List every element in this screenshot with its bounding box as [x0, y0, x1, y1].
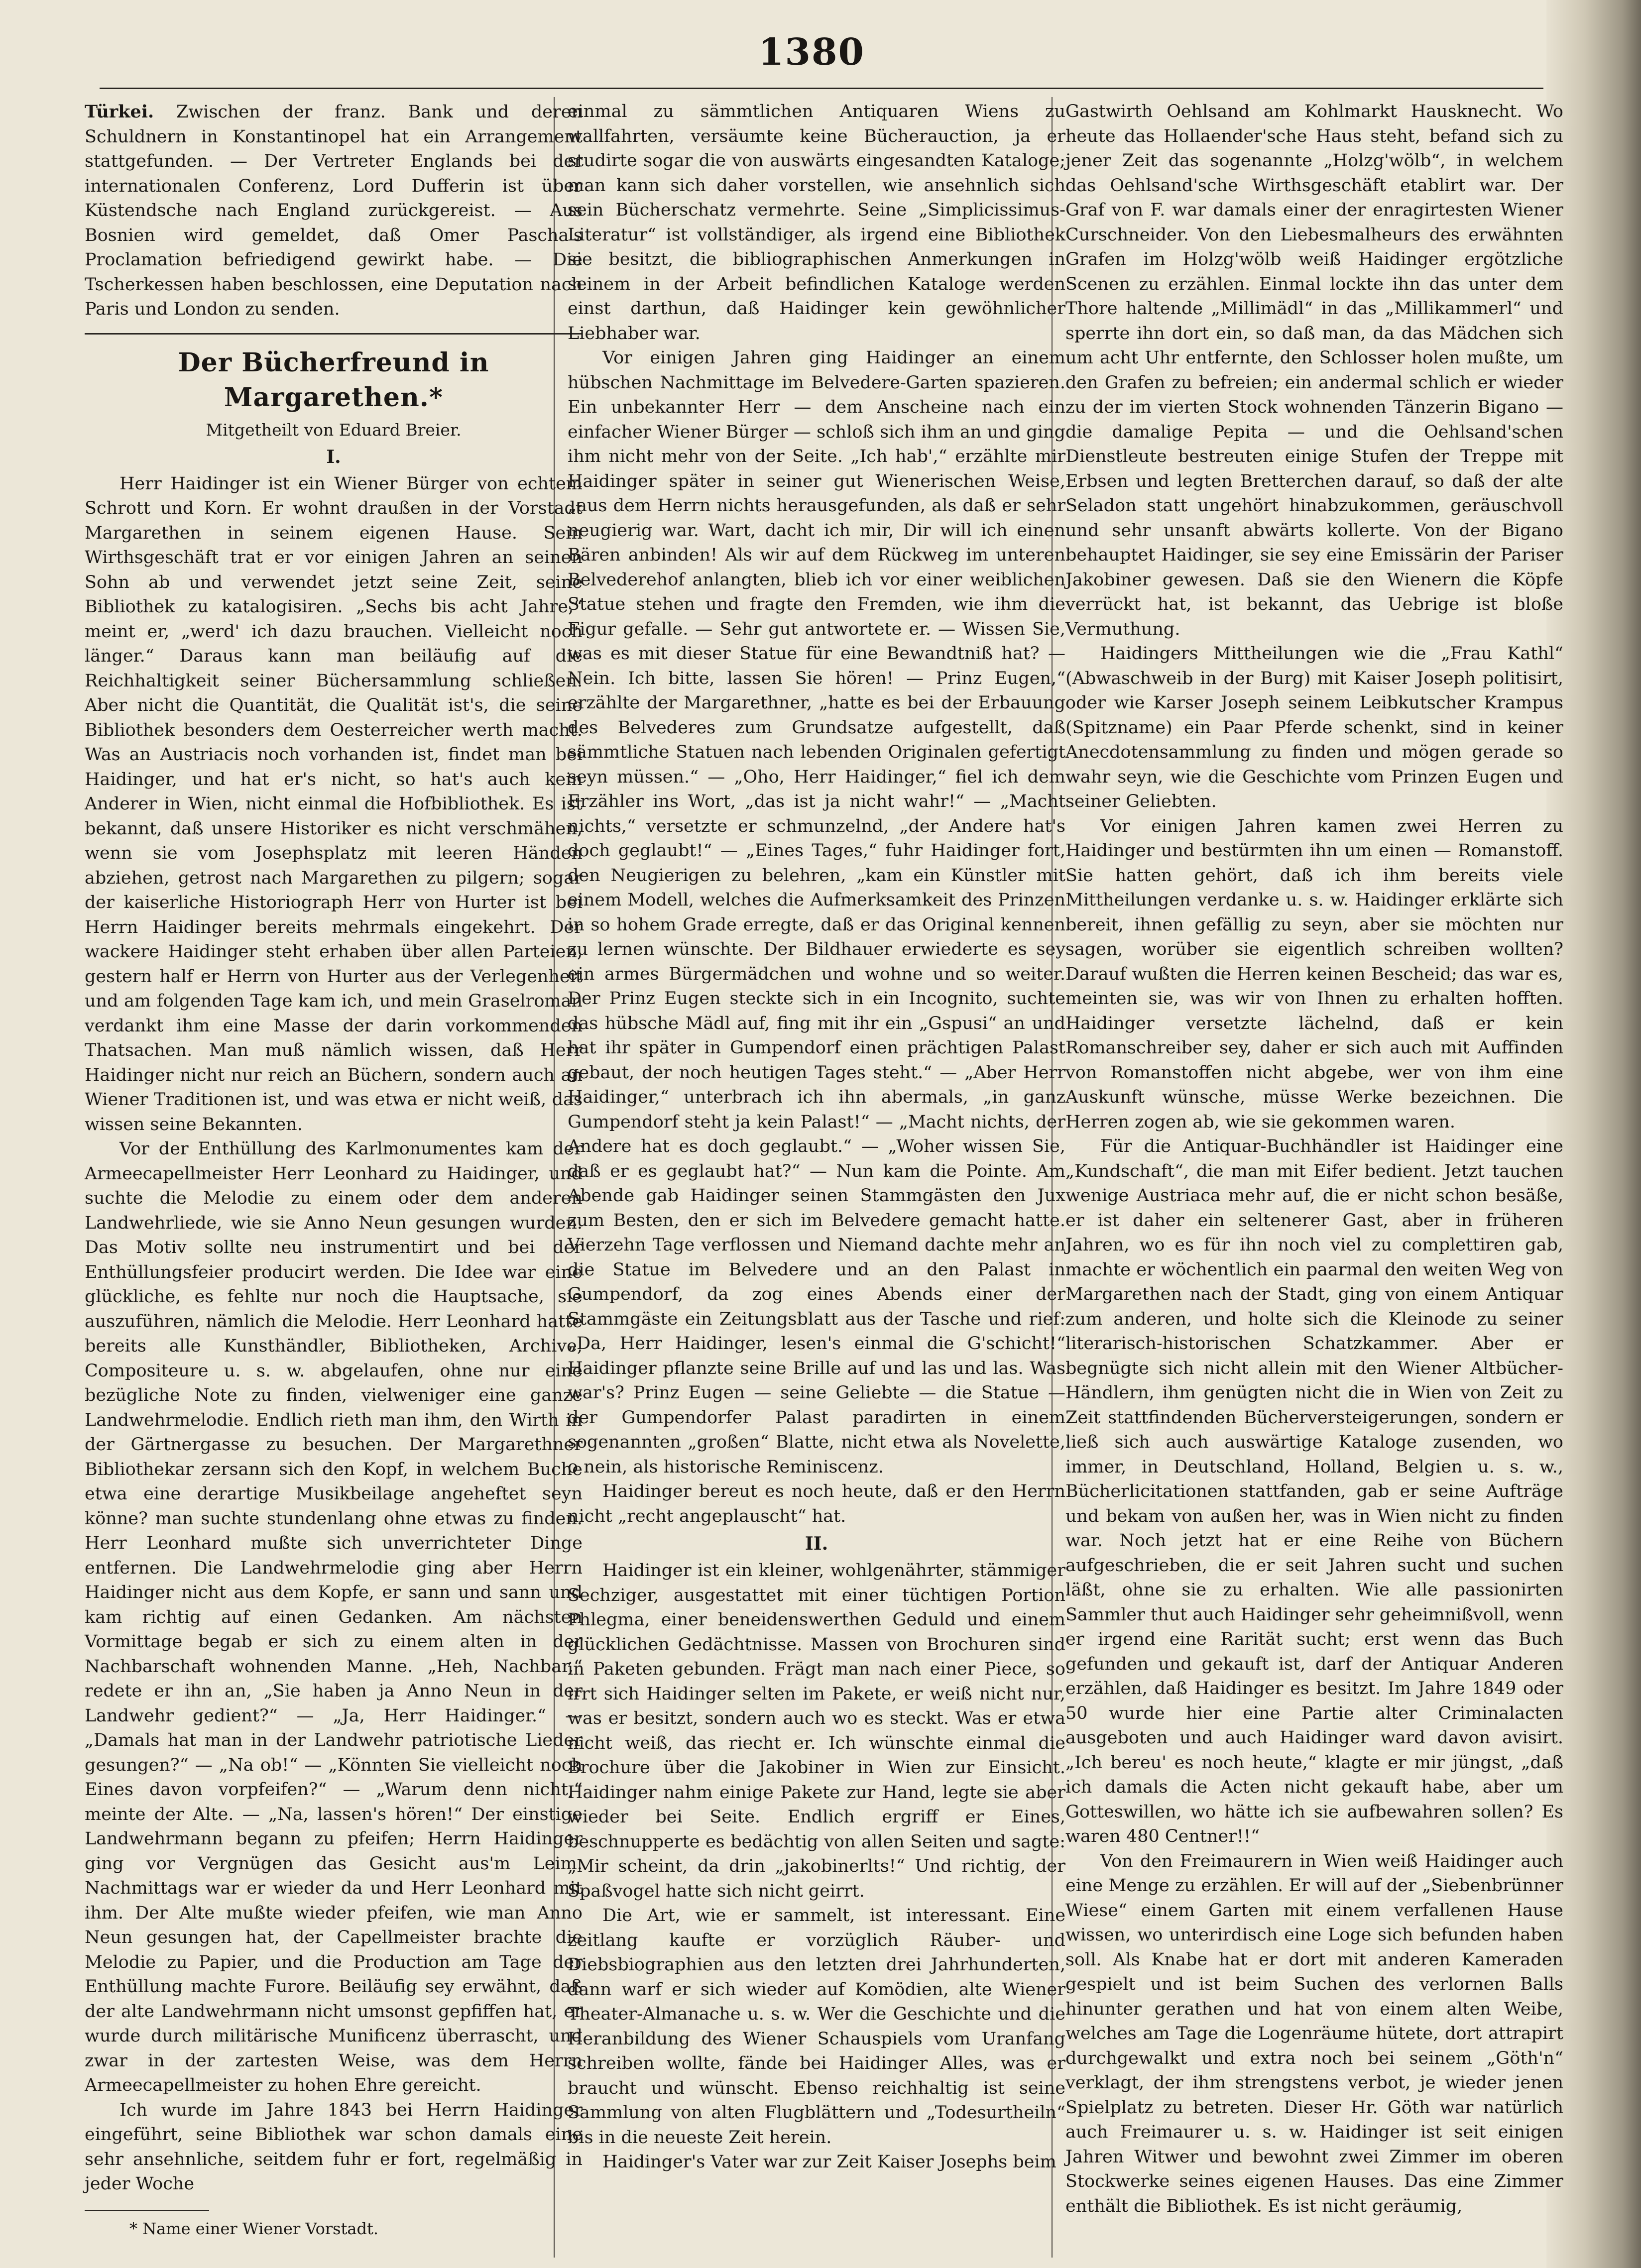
paragraph: Vor einigen Jahren kamen zwei Herren zu Haidinger und bestürmten ihn um einen — Romanstoff. Sie hatten gehört, daß ich ihm bereits viele Mittheilungen verdanke u. s. w. Haidinger erklärte sich bereit, ihnen gefällig zu seyn, aber sie möchten nur sagen, worüber sie eigentlich schreiben wollten? Darauf wußten die Herren keinen Bescheid; das war es, meinten sie, was wir von Ihnen zu erhalten hofften. Haidinger versetzte lächelnd, daß er kein Romanschreiber sey, daher er sich auch mit Auffinden von Romanstoffen nicht abgebe, wer von ihm eine Auskunft wünsche, müsse Werke bezeichnen. Die Herren zogen ab, wie sie gekommen waren.	[1065, 816, 1563, 1132]
column-3	[1065, 100, 1563, 2219]
news-text: Zwischen der franz. Bank und deren Schuldnern in Konstantinopel hat ein Arrangement stattgefunden. — Der Vertreter Englands bei der internationalen Conferenz, Lord Dufferin ist über Küstendsche nach England zurückgereist. — Aus Bosnien wird gemeldet, daß Omer Pascha's Proclamation befriedigend gewirkt habe. — Die Tscherkessen haben beschlossen, eine Deputation nach Paris und London zu senden.	[85, 102, 583, 319]
paragraph: Haidinger ist ein kleiner, wohlgenährter, stämmiger Sechziger, ausgestattet mit einer tüchtigen Portion Phlegma, einer beneidenswerthen Geduld und einem glücklichen Gedächtnisse. Massen von Brochuren sind in Paketen gebunden. Frägt man nach einer Piece, so irrt sich Haidinger selten im Pakete, er weiß nicht nur, was er besitzt, sondern auch wo es steckt. Was er etwa nicht weiß, das riecht er. Ich wünschte einmal die Brochure über die Jakobiner in Wien zur Einsicht. Haidinger nahm einige Pakete zur Hand, legte sie aber wieder bei Seite. Endlich ergriff er Eines, beschnupperte es bedächtig von allen Seiten und sagte: „Mir scheint, da drin „jakobinerlts!“ Und richtig, der Spaßvogel hatte sich nicht geirrt.	[568, 1561, 1065, 1901]
footnote: * Name einer Wiener Vorstadt.	[129, 2219, 379, 2238]
paragraph: einmal zu sämmtlichen Antiquaren Wiens zu wallfahrten, versäumte keine Bücherauction, ja er studirte sogar die von auswärts eingesandten Kataloge; man kann sich daher vorstellen, wie ansehnlich sich sein Bücherschatz vermehrte. Seine „Simplicissimus-Literatur“ ist vollständiger, als irgend eine Bibliothek sie besitzt, die bibliographischen Anmerkungen in seinem in der Arbeit befindlichen Kataloge werden einst darthun, daß Haidinger kein gewöhnlicher Liebhaber war.	[568, 102, 1065, 343]
paragraph: Ich wurde im Jahre 1843 bei Herrn Haidinger eingeführt, seine Bibliothek war schon damals eine sehr ansehnliche, seitdem fuhr er fort, regelmäßig in jeder Woche	[85, 2100, 583, 2194]
article-title: Der Bücherfreund in Margarethen.*	[178, 347, 489, 413]
news-lead: Türkei.	[85, 102, 154, 122]
footnote-rule	[85, 2210, 209, 2211]
paragraph: Gastwirth Oehlsand am Kohlmarkt Hausknecht. Wo heute das Hollaender'sche Haus steht, befand sich zu jener Zeit das sogenannte „Holzg'wölb“, in welchem das Oehlsand'sche Wirthsgeschäft etablirt war. Der Graf von F. war damals einer der enragirtesten Wiener Curschneider. Von den Liebesmalheurs des erwähnten Grafen im Holzg'wölb weiß Haidinger ergötzliche Scenen zu erzählen. Einmal lockte ihn das unter dem Thore haltende „Millimädl“ in das „Millikammerl“ und sperrte ihn dort ein, so daß man, da das Mädchen sich um acht Uhr entfernte, den Schlosser holen mußte, um den Grafen zu befreien; ein andermal schlich er wieder zu der im vierten Stock wohnenden Tänzerin Bigano — die damalige Pepita — und die Oehlsand'schen Dienstleute bestreuten einige Stufen der Treppe mit Erbsen und legten Bretterchen darauf, so daß der alte Seladon statt ungehört hinabzukommen, geräuschvoll und sehr unsanft abwärts kollerte. Von der Bigano behauptet Haidinger, sie sey eine Emissärin der Pariser Jakobiner gewesen. Daß sie den Wienern die Köpfe verrückt hat, ist bekannt, das Uebrige ist bloße Vermuthung.	[1065, 102, 1563, 639]
paragraph: Haidinger bereut es noch heute, daß er den Herrn nicht „recht angeplauscht“ hat.	[568, 1481, 1065, 1526]
paragraph: Die Art, wie er sammelt, ist interessant. Eine zeitlang kaufte er vorzüglich Räuber- und Diebsbiographien aus den letzten drei Jahrhunderten, dann warf er sich wieder auf Komödien, alte Wiener Theater-Almanache u. s. w. Wer die Geschichte und die Heranbildung des Wiener Schauspiels vom Uranfang schreiben wollte, fände bei Haidinger Alles, was er braucht und wünscht. Ebenso reichhaltig ist seine Sammlung von alten Flugblättern und „Todesurtheiln“ bis in die neueste Zeit herein.	[568, 1906, 1065, 2148]
paragraph: Herr Haidinger ist ein Wiener Bürger von echtem Schrott und Korn. Er wohnt draußen in der Vorstadt Margarethen in seinem eigenen Hause. Sein Wirthsgeschäft trat er vor einigen Jahren an seinen Sohn ab und verwendet jetzt seine Zeit, seine Bibliothek zu katalogisiren. „Sechs bis acht Jahre,“ meint er, „werd' ich dazu brauchen. Vielleicht noch länger.“ Daraus kann man beiläufig auf die Reichhaltigkeit seiner Büchersammlung schließen. Aber nicht die Quantität, die Qualität ist's, die seine Bibliothek besonders dem Oesterreicher werth macht. Was an Austriacis noch vorhanden ist, findet man bei Haidinger, und hat er's nicht, so hat's auch kein Anderer in Wien, nicht einmal die Hofbibliothek. Es ist bekannt, daß unsere Historiker es nicht verschmähen, wenn sie vom Josephsplatz mit leeren Händen abziehen, getrost nach Margarethen zu pilgern; sogar der kaiserliche Historiograph Herr von Hurter ist bei Herrn Haidinger bereits mehrmals eingekehrt. Der wackere Haidinger steht erhaben über allen Parteien, gestern half er Herrn von Hurter aus der Verlegenheit und am folgenden Tage kam ich, und mein Graselroman verdankt ihm eine Masse der darin vorkommenden Thatsachen. Man muß nämlich wissen, daß Herr Haidinger nicht nur reich an Büchern, sondern auch an Wiener Traditionen ist, und was etwa er nicht weiß, das wissen seine Bekannten.	[85, 473, 583, 1134]
paragraph: Haidinger's Vater war zur Zeit Kaiser Josephs beim	[602, 2152, 1056, 2172]
paragraph: Vor einigen Jahren ging Haidinger an einem hübschen Nachmittage im Belvedere-Garten spazieren. Ein unbekannter Herr — dem Anscheine nach ein einfacher Wiener Bürger — schloß sich ihm an und ging ihm nicht mehr von der Seite. „Ich hab',“ erzählte mir Haidinger später in seiner gut Wienerischen Weise, „aus dem Herrn nichts herausgefunden, als daß er sehr neugierig war. Wart, dacht ich mir, Dir will ich einen Bären anbinden! Als wir auf dem Rückweg im unteren Belvederehof anlangten, blieb ich vor einer weiblichen Statue stehen und fragte den Fremden, wie ihm die Figur gefalle. — Sehr gut antwortete er. — Wissen Sie, was es mit dieser Statue für eine Bewandtniß hat? — Nein. Ich bitte, lassen Sie hören! — Prinz Eugen,“ erzählte der Margarethner, „hatte es bei der Erbauung des Belvederes zum Grundsatze aufgestellt, daß sämmtliche Statuen nach lebenden Originalen gefertigt seyn müssen.“ — „Oho, Herr Haidinger,“ fiel ich dem Erzähler ins Wort, „das ist ja nicht wahr!“ — „Macht nichts,“ versetzte er schmunzelnd, „der Andere hat's doch geglaubt!“ — „Eines Tages,“ fuhr Haidinger fort, den Neugierigen zu belehren, „kam ein Künstler mit einem Modell, welches die Aufmerksamkeit des Prinzen in so hohem Grade erregte, daß er das Original kennen zu lernen wünschte. Der Bildhauer erwiederte es sey ein armes Bürgermädchen und wohne und so weiter. Der Prinz Eugen steckte sich in ein Incognito, suchte das hübsche Mädl auf, fing mit ihr ein „Gspusi“ an und hat ihr später in Gumpendorf einen prächtigen Palast gebaut, der noch heutigen Tages steht.“ — „Aber Herr Haidinger,“ unterbrach ich ihn abermals, „in ganz Gumpendorf steht ja kein Palast!“ — „Macht nichts, der Andere hat es doch geglaubt.“ — „Woher wissen Sie, daß er es geglaubt hat?“ — Nun kam die Pointe. Am Abende gab Haidinger seinen Stammgästen den Jux zum Besten, den er sich im Belvedere gemacht hatte. Vierzehn Tage verflossen und Niemand dachte mehr an die Statue im Belvedere und an den Palast in Gumpendorf, da zog eines Abends einer der Stammgäste ein Zeitungsblatt aus der Tasche und rief: „Da, Herr Haidinger, lesen's einmal die G'schicht!“ Haidinger pflanzte seine Brille auf und las und las. Was war's? Prinz Eugen — seine Geliebte — die Statue — der Gumpendorfer Palast paradirten in einem sogenannten „großen“ Blatte, nicht etwa als Novelette, o nein, als historische Reminiscenz.	[568, 348, 1065, 1477]
column-2	[568, 100, 1065, 2175]
paragraph: Von den Freimaurern in Wien weiß Haidinger auch eine Menge zu erzählen. Er will auf der „Siebenbrünner Wiese“ einem Garten mit einem verfallenen Hause wissen, wo unterirdisch eine Loge sich befunden haben soll. Als Knabe hat er dort mit anderen Kameraden gespielt und ist beim Suchen des verlornen Balls hinunter gerathen und hat von einem alten Weibe, welches am Tage die Logenräume hütete, dort attrapirt durchgewalkt und extra noch bei seinem „Göth'n“ verklagt, der ihm strengstens verbot, je wieder jenen Spielplatz zu betreten. Dieser Hr. Göth war natürlich auch Freimaurer u. s. w. Haidinger ist seit einigen Jahren Witwer und bewohnt zwei Zimmer im oberen Stockwerke seines eigenen Hauses. Das eine Zimmer enthält die Bibliothek. Es ist nicht geräumig,	[1065, 1851, 1563, 2216]
article-byline: Mitgetheilt von Eduard Breier.	[206, 420, 462, 440]
page-number: 1380	[758, 31, 865, 74]
section-number-2: II.	[805, 1533, 828, 1554]
news-item	[85, 100, 583, 322]
paragraph: Haidingers Mittheilungen wie die „Frau Kathl“ (Abwaschweib in der Burg) mit Kaiser Joseph politisirt, oder wie Karser Joseph seinem Leibkutscher Krampus (Spitzname) ein Paar Pferde schenkt, sind in keiner Anecdotensammlung zu finden und mögen gerade so wahr seyn, wie die Geschichte vom Prinzen Eugen und seiner Geliebten.	[1065, 644, 1563, 811]
header-rule	[100, 88, 1543, 89]
column-1	[85, 100, 583, 2240]
section-divider	[85, 333, 583, 335]
section-number-1: I.	[326, 446, 341, 467]
paragraph: Vor der Enthüllung des Karlmonumentes kam der Armeecapellmeister Herr Leonhard zu Haidinger, und suchte die Melodie zu einem oder dem anderen Landwehrliede, wie sie Anno Neun gesungen wurden. Das Motiv sollte neu instrumentirt und bei der Enthüllungsfeier producirt werden. Die Idee war eine glückliche, es fehlte nur noch die Hauptsache, sie auszuführen, nämlich die Melodie. Herr Leonhard hatte bereits alle Kunsthändler, Bibliotheken, Archive, Compositeure u. s. w. abgelaufen, ohne nur eine bezügliche Note zu finden, vielweniger eine ganze Landwehrmelodie. Endlich rieth man ihm, den Wirth in der Gärtnergasse zu besuchen. Der Margarethner Bibliothekar zersann sich den Kopf, in welchem Buche etwa eine derartige Musikbeilage angeheftet seyn könne? man suchte stundenlang ohne etwas zu finden. Herr Leonhard mußte sich unverrichteter Dinge entfernen. Die Landwehrmelodie ging aber Herrn Haidinger nicht aus dem Kopfe, er sann und sann und kam richtig auf einen Gedanken. Am nächsten Vormittage begab er sich zu einem alten in der Nachbarschaft wohnenden Manne. „Heh, Nachbar,“ redete er ihn an, „Sie haben ja Anno Neun in der Landwehr gedient?“ — „Ja, Herr Haidinger.“ — „Damals hat man in der Landwehr patriotische Lieder gesungen?“ — „Na ob!“ — „Könnten Sie vielleicht noch Eines davon vorpfeifen?“ — „Warum denn nicht,“ meinte der Alte. — „Na, lassen's hören!“ Der einstige Landwehrmann begann zu pfeifen; Herrn Haidinger ging vor Vergnügen das Gesicht aus'm Leim. Nachmittags war er wieder da und Herr Leonhard mit ihm. Der Alte mußte wieder pfeifen, wie man Anno Neun gesungen hat, der Capellmeister brachte die Melodie zu Papier, und die Production am Tage der Enthüllung machte Furore. Beiläufig sey erwähnt, daß der alte Landwehrmann nicht umsonst gepfiffen hat, er wurde durch militärische Munificenz überrascht, und zwar in der zartesten Weise, was dem Herrn Armeecapellmeister zu hohen Ehre gereicht.	[85, 1139, 583, 2095]
paragraph: Für die Antiquar-Buchhändler ist Haidinger eine „Kundschaft“, die man mit Eifer bedient. Jetzt tauchen wenige Austriaca mehr auf, die er nicht schon besäße, er ist daher ein seltenerer Gast, aber in früheren Jahren, wo es für ihn noch viel zu complettiren gab, machte er wöchentlich ein paarmal den weiten Weg von Margarethen nach der Stadt, ging von einem Antiquar zum anderen, und holte sich die Kleinode zu seiner literarisch-historischen Schatzkammer. Aber er begnügte sich nicht allein mit den Wiener Altbücher-Händlern, ihm genügten nicht die in Wien von Zeit zu Zeit stattfindenden Bücherversteigerungen, sondern er ließ sich auch auswärtige Kataloge zusenden, wo immer, in Deutschland, Holland, Belgien u. s. w., Bücherlicitationen stattfanden, gab er seine Aufträge und bekam von außen her, was in Wien nicht zu finden war. Noch jetzt hat er eine Reihe von Büchern aufgeschrieben, die er seit Jahren sucht und suchen läßt, ohne sie zu erhalten. Wie alle passionirten Sammler thut auch Haidinger sehr geheimnißvoll, wenn er irgend eine Rarität sucht; erst wenn das Buch gefunden und gekauft ist, darf der Antiquar Anderen erzählen, daß Haidinger es besitzt. Im Jahre 1849 oder 50 wurde hier eine Partie alter Criminalacten ausgeboten und auch Haidinger ward davon avisirt. „Ich bereu' es noch heute,“ klagte er mir jüngst, „daß ich damals die Acten nicht gekauft habe, aber um Gotteswillen, wo hätte ich sie aufbewahren sollen? Es waren 480 Centner!!“	[1065, 1136, 1563, 1846]
